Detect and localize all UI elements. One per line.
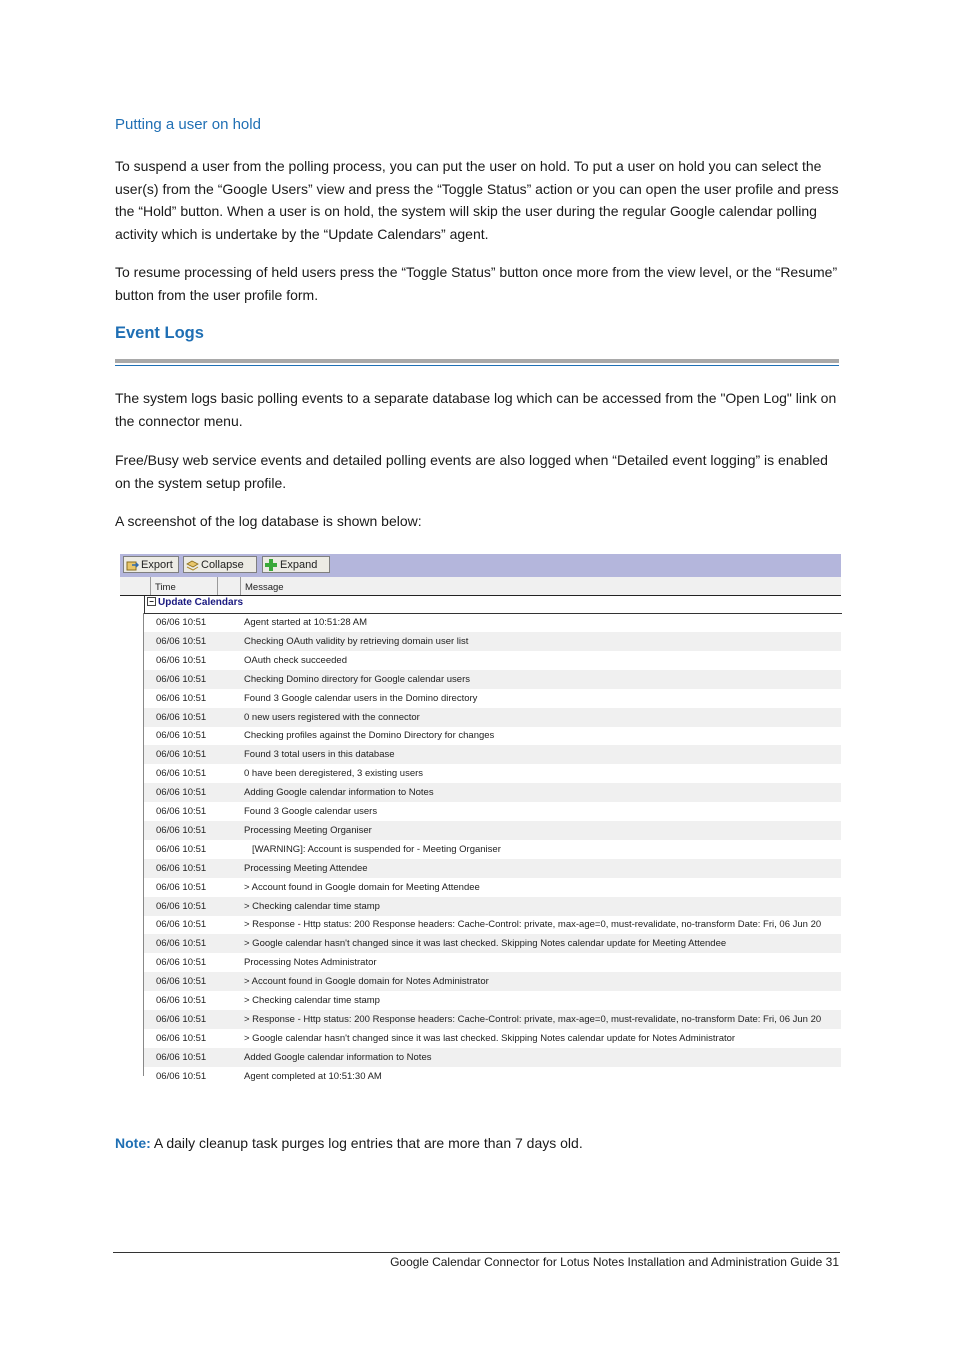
page-footer: Google Calendar Connector for Lotus Notes Installation and Administration Guide 31 [390,1255,839,1269]
note-text: A daily cleanup task purges log entries that are more than 7 days old. [150,1135,583,1151]
log-message: Processing Notes Administrator [244,957,377,969]
log-row[interactable] [144,953,841,972]
log-database-screenshot [120,554,841,1082]
log-time: 06/06 10:51 [156,787,207,799]
log-time: 06/06 10:51 [156,768,207,780]
log-time: 06/06 10:51 [156,635,207,647]
log-time: 06/06 10:51 [156,824,207,836]
log-row[interactable] [144,1029,841,1048]
log-time: 06/06 10:51 [156,1013,207,1025]
expand-label: Expand [280,559,318,571]
expand-button[interactable] [262,556,330,573]
log-time: 06/06 10:51 [156,617,207,628]
category-label: Update Calendars [158,597,244,608]
category-update-calendars[interactable] [144,596,842,614]
collapse-toggle-icon[interactable]: − [147,597,156,606]
note-label: Note: [115,1135,151,1151]
log-row[interactable] [144,821,841,840]
log-message: 0 have been deregistered, 3 existing users [244,768,424,780]
log-row[interactable] [144,1010,841,1029]
log-row[interactable] [144,840,841,859]
resume-paragraph: To resume processing of held users press the “Toggle Status” button once more from the view level, or the “Resume” button from the user profile form. [115,264,838,303]
log-message: > Checking calendar time stamp [244,900,380,912]
logs-paragraph: The system logs basic polling events to a separate database log which can be accessed from the "Open Log" link on the connector menu. [115,390,837,429]
log-message: Processing Meeting Attendee [244,862,368,874]
export-label: Export [141,559,173,571]
log-row[interactable] [144,897,841,916]
footer-rule [113,1252,840,1253]
log-time: 06/06 10:51 [156,692,207,704]
log-message: > Response - Http status: 200 Response headers: Cache-Control: private, max-age=0, must-revalidate, no-transform Date: Fri, 06 Jun 20 [244,1013,822,1025]
log-row[interactable] [144,915,841,934]
log-time: 06/06 10:51 [156,862,207,874]
log-message: Checking Domino directory for Google calendar users [244,673,470,685]
log-message: Processing Meeting Organiser [244,824,372,836]
log-time: 06/06 10:51 [156,957,207,969]
section-heading: Event Logs [115,324,204,342]
log-time: 06/06 10:51 [156,843,207,855]
export-button[interactable] [123,556,179,573]
log-time: 06/06 10:51 [156,1032,207,1044]
log-row[interactable] [144,859,841,878]
log-row[interactable] [144,632,841,651]
log-row[interactable] [144,1048,841,1067]
log-message: > Account found in Google domain for Meeting Attendee [244,881,480,893]
log-message: Added Google calendar information to Notes [244,1051,432,1063]
column-header-message[interactable]: Message [240,577,841,595]
log-time: 06/06 10:51 [156,995,207,1006]
log-row[interactable] [144,613,841,632]
collapse-icon [186,560,199,571]
log-message: 0 new users registered with the connector [244,711,420,723]
log-row[interactable] [144,670,841,689]
log-time: 06/06 10:51 [156,730,207,742]
log-message: [WARNING]: Account is suspended for - Meeting Organiser [252,843,501,855]
log-row[interactable] [144,1067,841,1086]
log-time: 06/06 10:51 [156,711,207,723]
log-row[interactable] [144,689,841,708]
log-time: 06/06 10:51 [156,976,207,988]
log-message: > Response - Http status: 200 Response headers: Cache-Control: private, max-age=0, must-revalidate, no-transform Date: Fri, 06 Jun 20 [244,919,822,931]
note-paragraph [115,1135,583,1151]
heading-rule-blue [115,365,839,366]
subsection-heading: Putting a user on hold [115,116,261,133]
log-row[interactable] [144,934,841,953]
log-message: Checking profiles against the Domino Directory for changes [244,730,495,742]
log-row[interactable] [144,802,841,821]
log-row[interactable] [144,726,841,745]
log-toolbar [120,554,841,578]
log-time: 06/06 10:51 [156,749,207,761]
log-time: 06/06 10:51 [156,900,207,912]
hold-paragraph: To suspend a user from the polling process, you can put the user on hold. To put a user on hold you can select the user(s) from the “Google Users” view and press the “Toggle Status” action or you can open the user profile and press the “Hold” button. When a user is on hold, the system will skip the user during the regular Google calendar polling activity which is undertake by the “Update Calendars” agent. [115,158,839,242]
heading-rule [115,359,839,363]
log-message: Checking OAuth validity by retrieving domain user list [244,635,469,647]
log-time: 06/06 10:51 [156,919,207,931]
log-row[interactable] [144,878,841,897]
log-message: > Checking calendar time stamp [244,995,380,1006]
log-message: Found 3 total users in this database [244,749,395,761]
log-row[interactable] [144,708,841,727]
log-message: Found 3 Google calendar users in the Domino directory [244,692,478,704]
log-message: Agent started at 10:51:28 AM [244,617,368,628]
log-time: 06/06 10:51 [156,1070,207,1082]
log-row[interactable] [144,783,841,802]
log-row[interactable] [144,972,841,991]
collapse-button[interactable] [183,556,257,573]
log-time: 06/06 10:51 [156,881,207,893]
log-message: Adding Google calendar information to Notes [244,787,434,799]
log-time: 06/06 10:51 [156,938,207,950]
expand-icon [265,559,278,571]
log-time: 06/06 10:51 [156,806,207,817]
log-row[interactable] [144,764,841,783]
log-time: 06/06 10:51 [156,654,207,666]
log-message: Agent completed at 10:51:30 AM [244,1070,382,1082]
log-row[interactable] [144,991,841,1010]
screenshot-intro: A screenshot of the log database is shown below: [115,513,422,529]
collapse-label: Collapse [201,559,244,571]
column-header-spacer [217,577,240,595]
log-row[interactable] [144,651,841,670]
column-header-row [120,577,841,596]
log-message: Found 3 Google calendar users [244,806,378,817]
log-row[interactable] [144,745,841,764]
log-message: OAuth check succeeded [244,654,347,666]
freebusy-paragraph: Free/Busy web service events and detailed polling events are also logged when “Detailed event logging” is enabled on the system setup profile. [115,452,828,491]
log-message: > Google calendar hasn't changed since it was last checked. Skipping Notes calendar update for Meeting Attendee [244,938,727,950]
column-header-time[interactable]: Time [150,577,217,595]
log-message: > Google calendar hasn't changed since it was last checked. Skipping Notes calendar update for Notes Administrator [244,1032,736,1044]
log-time: 06/06 10:51 [156,673,207,685]
log-message: > Account found in Google domain for Notes Administrator [244,976,489,988]
log-time: 06/06 10:51 [156,1051,207,1063]
column-header-blank [120,577,150,595]
export-icon [126,560,139,571]
